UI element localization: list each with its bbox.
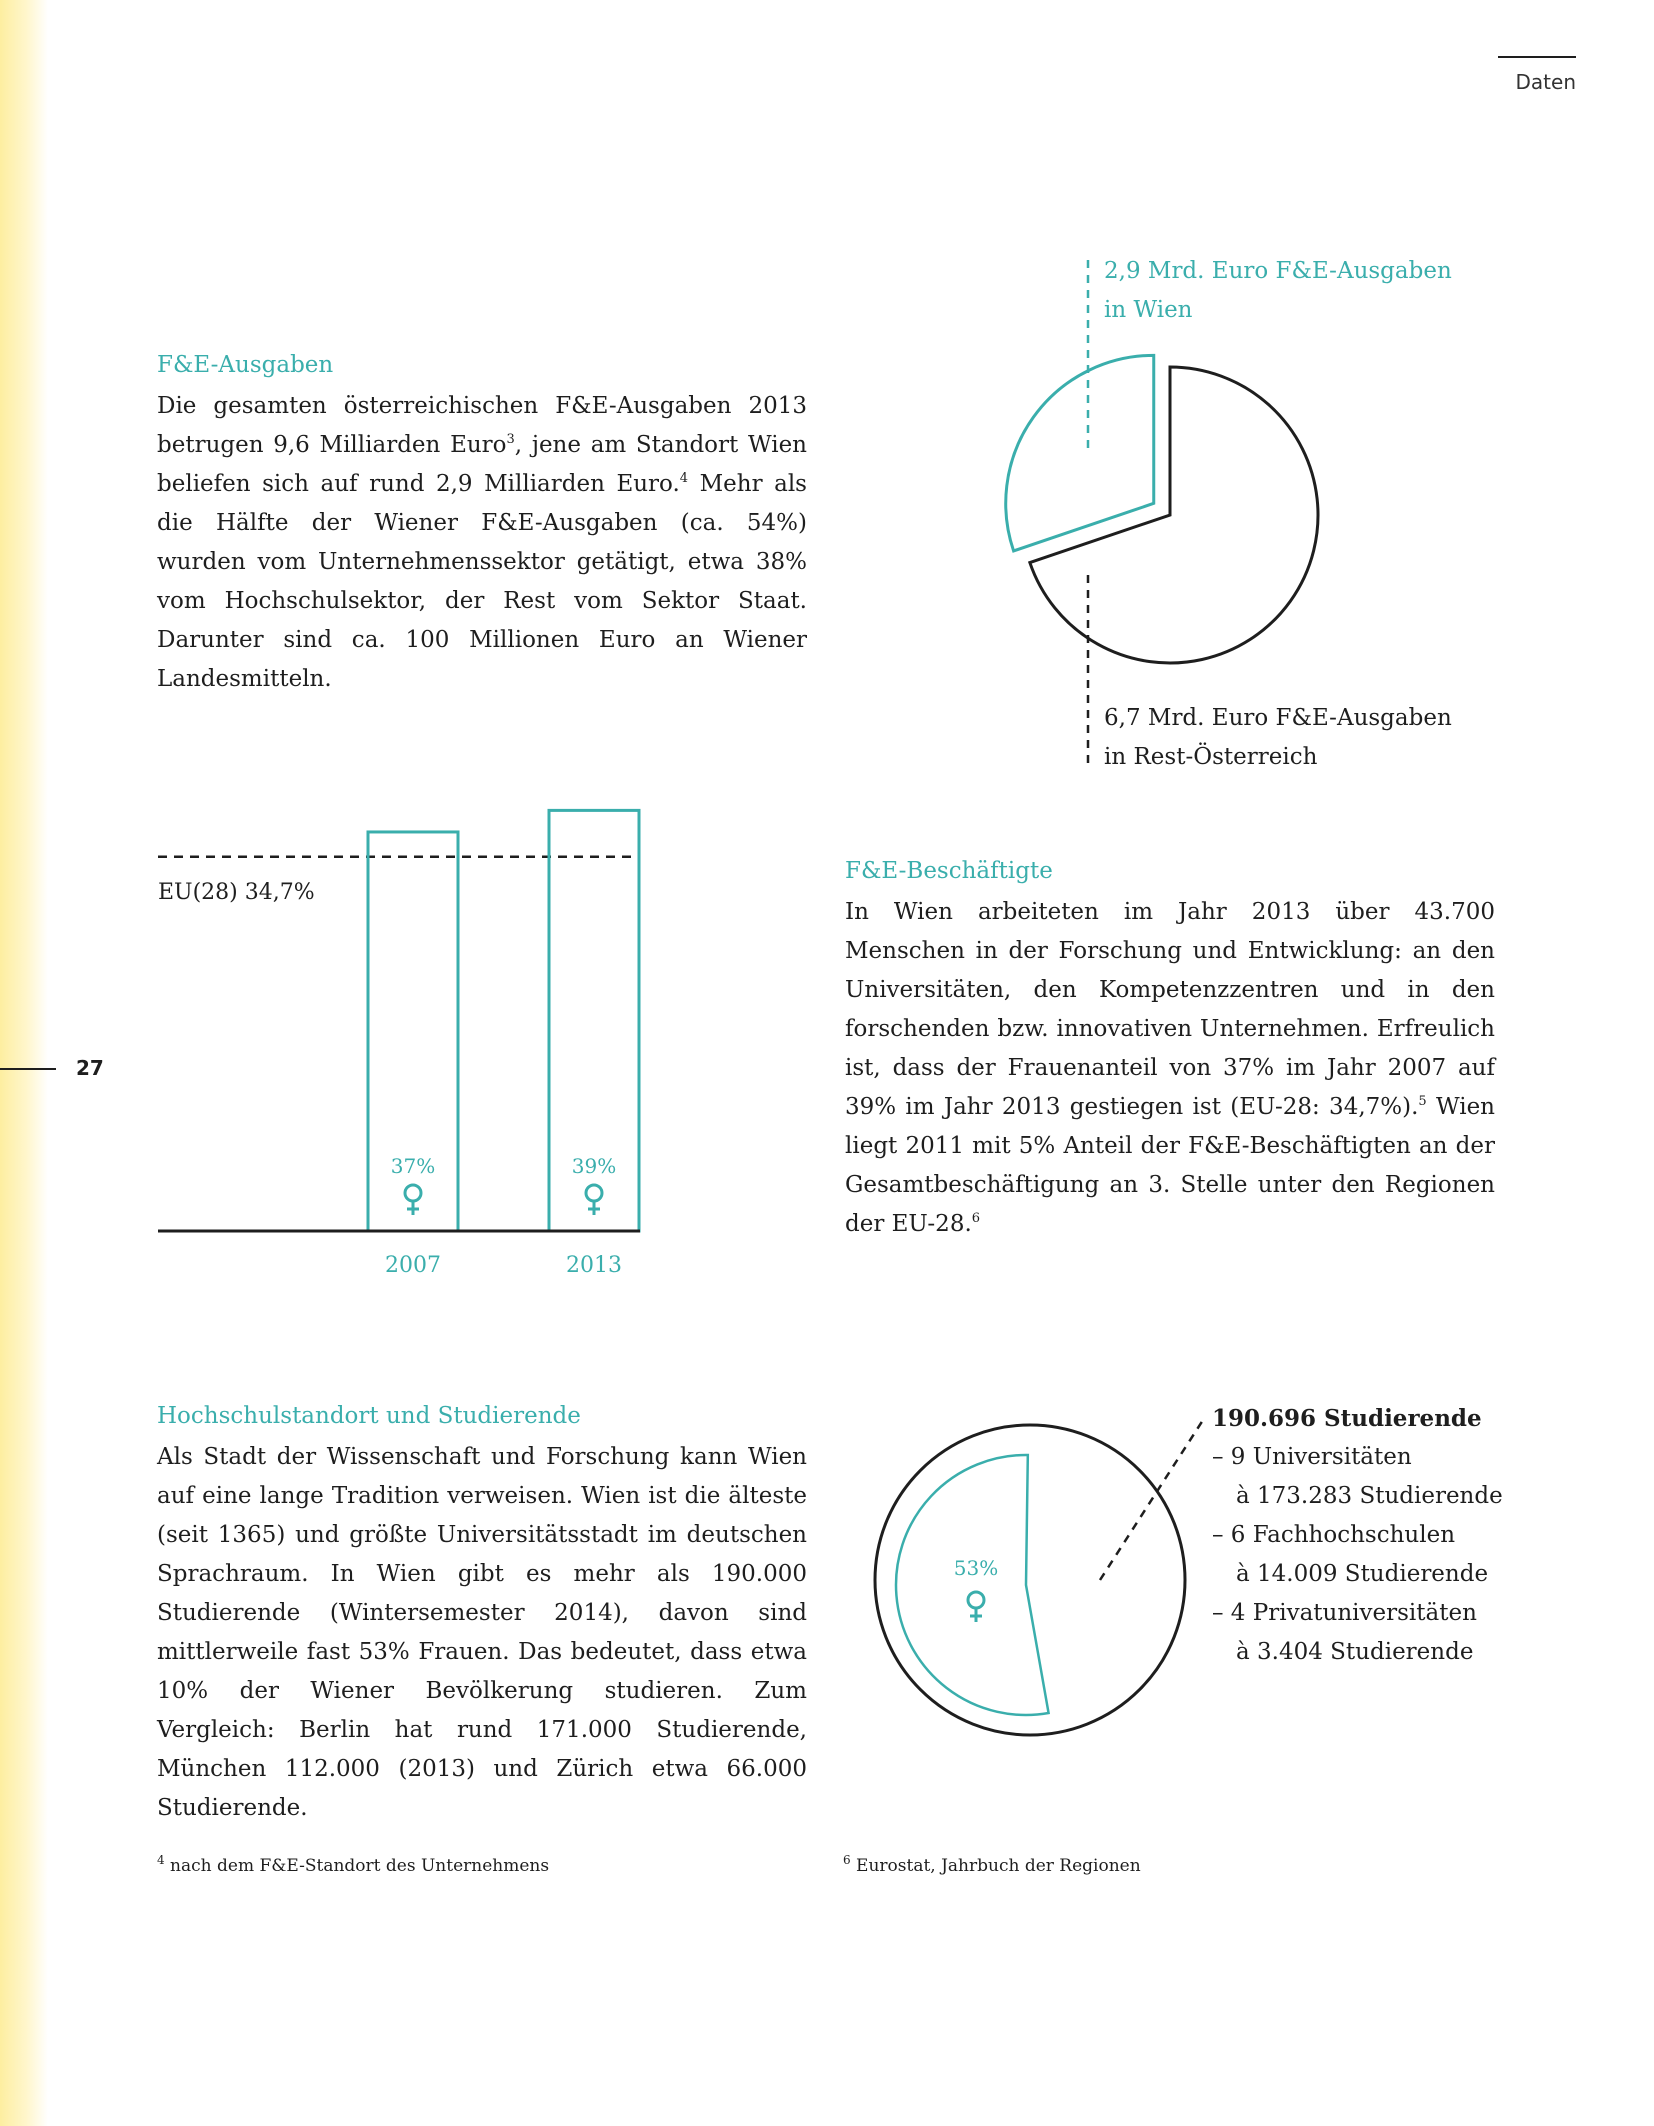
heading-fe-ausgaben: F&E-Ausgaben — [157, 352, 334, 378]
pie-slice-wien — [1006, 355, 1154, 551]
reference-line-label: EU(28) 34,7% — [158, 879, 315, 905]
pie-slice-rest-oesterreich — [1030, 367, 1318, 663]
pie-chart-studierende — [870, 1410, 1210, 1750]
students-item-universitaeten: – 9 Universitäten — [1212, 1444, 1412, 1470]
students-item-fachhochschulen-count: à 14.009 Studierende — [1236, 1561, 1489, 1587]
pie1-label-rest-line2: in Rest-Österreich — [1104, 744, 1318, 770]
bar-value-label-2007: 37% — [390, 1154, 436, 1178]
page-number-rule — [0, 1068, 56, 1070]
pie1-label-wien-line1: 2,9 Mrd. Euro F&E-Ausgaben — [1104, 258, 1452, 284]
bar-value-label-2013: 39% — [571, 1154, 617, 1178]
header-rule — [1498, 56, 1576, 58]
footnote-6: $^6$ Eurostat, Jahrbuch der Regionen — [843, 1853, 1141, 1876]
female-symbol-icon — [968, 1592, 984, 1622]
pie2-percent-label: 53% — [953, 1556, 999, 1580]
pie2-outer-circle — [875, 1425, 1185, 1735]
heading-fe-beschaeftigte: F&E-Beschäftigte — [845, 858, 1053, 884]
pie1-label-wien-line2: in Wien — [1104, 297, 1193, 323]
female-symbol-ring — [968, 1592, 984, 1608]
pie2-slice-frauen — [896, 1455, 1049, 1715]
female-symbol-ring — [405, 1185, 421, 1201]
body-fe-beschaeftigte: In Wien arbeiteten im Jahr 2013 über 43.700 Menschen in der Forschung und Entwicklung: an den Universitäten, den Kompetenzzentren und in den forschenden bzw. innovativen Unternehmen. Erfreulich ist, dass der Frauenanteil von 37% im Jahr 2007 auf 39% im Jahr 2013 gestiegen ist (EU-28: 34,7%).$^5$ Wien liegt 2011 mit 5% Anteil der F&E-Beschäftigten an der Gesamtbeschäftigung an 3. Stelle unter den Regionen der EU-28.$^6$ — [845, 899, 1495, 1237]
body-hochschulstandort: Als Stadt der Wissenschaft und Forschung kann Wien auf eine lange Tradition verweisen. Wien ist die älteste (seit 1365) und größte Universitätsstadt im deutschen Sprachraum. In Wien gibt es mehr als 190.000 Studierende (Wintersemester 2014), davon sind mittlerweile fast 53% Frauen. Das bedeutet, dass etwa 10% der Wiener Bevölkerung studieren. Zum Vergleich: Berlin hat rund 171.000 Studierende, München 112.000 (2013) und Zürich etwa 66.000 Studierende. — [157, 1444, 807, 1821]
bar-category-label-2007: 2007 — [385, 1253, 441, 1278]
footnote-4: $^4$ nach dem F&E-Standort des Unternehmens — [157, 1853, 550, 1876]
students-item-universitaeten-count: à 173.283 Studierende — [1236, 1483, 1503, 1509]
students-item-privatuniversitaeten: – 4 Privatuniversitäten — [1212, 1600, 1477, 1626]
pie1-label-rest-line1: 6,7 Mrd. Euro F&E-Ausgaben — [1104, 705, 1452, 731]
bar-category-label-2013: 2013 — [566, 1253, 622, 1278]
female-symbol-ring — [586, 1185, 602, 1201]
bar-chart-frauenanteil — [150, 790, 670, 1290]
yellow-margin-strip — [0, 0, 48, 2126]
heading-hochschulstandort: Hochschulstandort und Studierende — [157, 1403, 581, 1429]
students-total: 190.696 Studierende — [1212, 1405, 1482, 1432]
pie1-label-rest — [1104, 699, 1452, 777]
students-item-fachhochschulen: – 6 Fachhochschulen — [1212, 1522, 1456, 1548]
page-number: 27 — [76, 1056, 104, 1080]
leader-line-studierende — [1100, 1420, 1203, 1580]
body-fe-ausgaben: Die gesamten österreichischen F&E-Ausgaben 2013 betrugen 9,6 Milliarden Euro$^3$, jene am Standort Wien beliefen sich auf rund 2,9 Milliarden Euro.$^4$ Mehr als die Hälfte der Wiener F&E-Ausgaben (ca. 54%) wurden vom Unternehmenssektor getätigt, etwa 38% vom Hochschulsektor, der Rest vom Sektor Staat. Darunter sind ca. 100 Millionen Euro an Wiener Landesmitteln. — [157, 393, 807, 692]
section-label: Daten — [1515, 70, 1576, 94]
female-symbol-icon — [586, 1185, 602, 1215]
pie1-label-wien — [1104, 252, 1452, 330]
students-item-privatuniversitaeten-count: à 3.404 Studierende — [1236, 1639, 1474, 1665]
students-breakdown — [1212, 1399, 1503, 1672]
female-symbol-icon — [405, 1185, 421, 1215]
